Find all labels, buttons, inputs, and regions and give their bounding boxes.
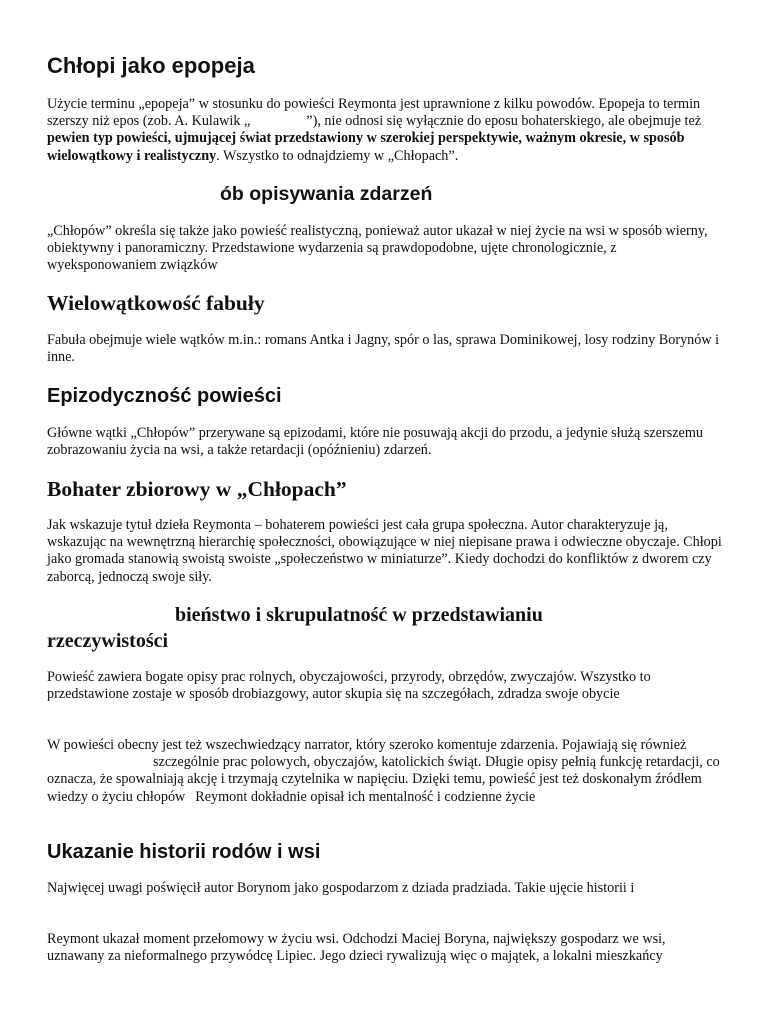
paragraph-fabula: Fabuła obejmuje wiele wątków m.in.: romans Antka i Jagny, spór o las, sprawa Dominikowej, losy rodziny Borynów i inne. <box>47 332 720 366</box>
paragraph-epopeja <box>47 96 723 165</box>
heading-bohater-zbiorowy: Bohater zbiorowy w „Chłopach” <box>47 477 347 501</box>
paragraph-opisy: Powieść zawiera bogate opisy prac rolnych, obyczajowości, przyrody, obrzędów, zwyczajów. Wszystko to przedstawione zostaje w sposób drobiazgowy, autor skupia się na szczegółach, zdradza swoje obycie <box>47 669 651 703</box>
heading-skrupulatnosc <box>47 602 723 654</box>
page-title: Chłopi jako epopeja <box>47 53 255 78</box>
text-run: W powieści obecny jest też wszechwiedzący narrator, który szeroko komentuje zdarzenia. Pojawiają się również <box>47 737 687 753</box>
heading-wielowatkowosc: Wielowątkowość fabuły <box>47 291 265 315</box>
text-run: szczególnie prac polowych, obyczajów, katolickich świąt. Długie opisy pełnią funkcję retardacji, co oznacza, że spowalniają akcję i trzymają czytelnika w napięciu. Dzięki temu, powieść jest też doskonałym źródłem wiedzy o życiu chłopów <box>47 754 720 805</box>
text-run: . Wszystko to odnajdziemy w „Chłopach”. <box>216 147 459 164</box>
text-run: Użycie terminu „epopeja” w stosunku do powieści Reymonta jest uprawnione z kilku powodów. Epopeja to termin szerszy niż epos (zob. A. Kulawik „ <box>47 96 701 130</box>
bold-text: pewien typ powieści, ujmującej świat przedstawiony w szerokiej perspektywie, ważnym okresie, w sposób wielowątkowy i realistyczny <box>47 130 685 164</box>
paragraph-borynowie: Najwięcej uwagi poświęcił autor Borynom jako gospodarzom z dziada pradziada. Takie ujęcie historii i <box>47 880 635 896</box>
paragraph-realizm: „Chłopów” określa się także jako powieść realistyczną, ponieważ autor ukazał w niej życie na wsi w sposób wierny, obiektywny i panoramiczny. Przedstawione wydarzenia są prawdopodobne, ujęte chronologicznie, z wyeksponowaniem związków <box>47 223 708 274</box>
paragraph-narrator <box>47 737 723 806</box>
heading-historia-rodow: Ukazanie historii rodów i wsi <box>47 841 321 863</box>
heading-opisywanie: ób opisywania zdarzeń <box>220 183 433 205</box>
paragraph-przelom: Reymont ukazał moment przełomowy w życiu wsi. Odchodzi Maciej Boryna, największy gospodarz we wsi, uznawany za nieformalnego przywódcę Lipiec. Jego dzieci rywalizują więc o majątek, a lokalni mieszkańcy <box>47 931 666 965</box>
heading-line: rzeczywistości <box>47 630 169 652</box>
heading-line: bieństwo i skrupulatność w przedstawianiu <box>175 604 543 626</box>
paragraph-bohater: Jak wskazuje tytuł dzieła Reymonta – bohaterem powieści jest cała grupa społeczna. Autor charakteryzuje ją, wskazując na wewnętrzną hierarchię społeczności, obowiązujące w niej niepisane prawa i odwieczne obyczaje. Chłopi jako gromada stanowią swoistą swoiste „społeczeństwo w miniaturze”. Kiedy dochodzi do konfliktów z dworem czy zaborcą, jednoczą swoje siły. <box>47 517 722 585</box>
text-run: ”), nie odnosi się wyłącznie do eposu bohaterskiego, ale obejmuje też <box>306 113 702 130</box>
text-run: Reymont dokładnie opisał ich mentalność i codzienne życie <box>195 788 536 805</box>
paragraph-epizody: Główne wątki „Chłopów” przerywane są epizodami, które nie posuwają akcji do przodu, a jedynie służą szerszemu zobrazowaniu życia na wsi, a także retardacji (opóźnieniu) zdarzeń. <box>47 425 703 459</box>
heading-epizodycznosc: Epizodyczność powieści <box>47 385 282 407</box>
